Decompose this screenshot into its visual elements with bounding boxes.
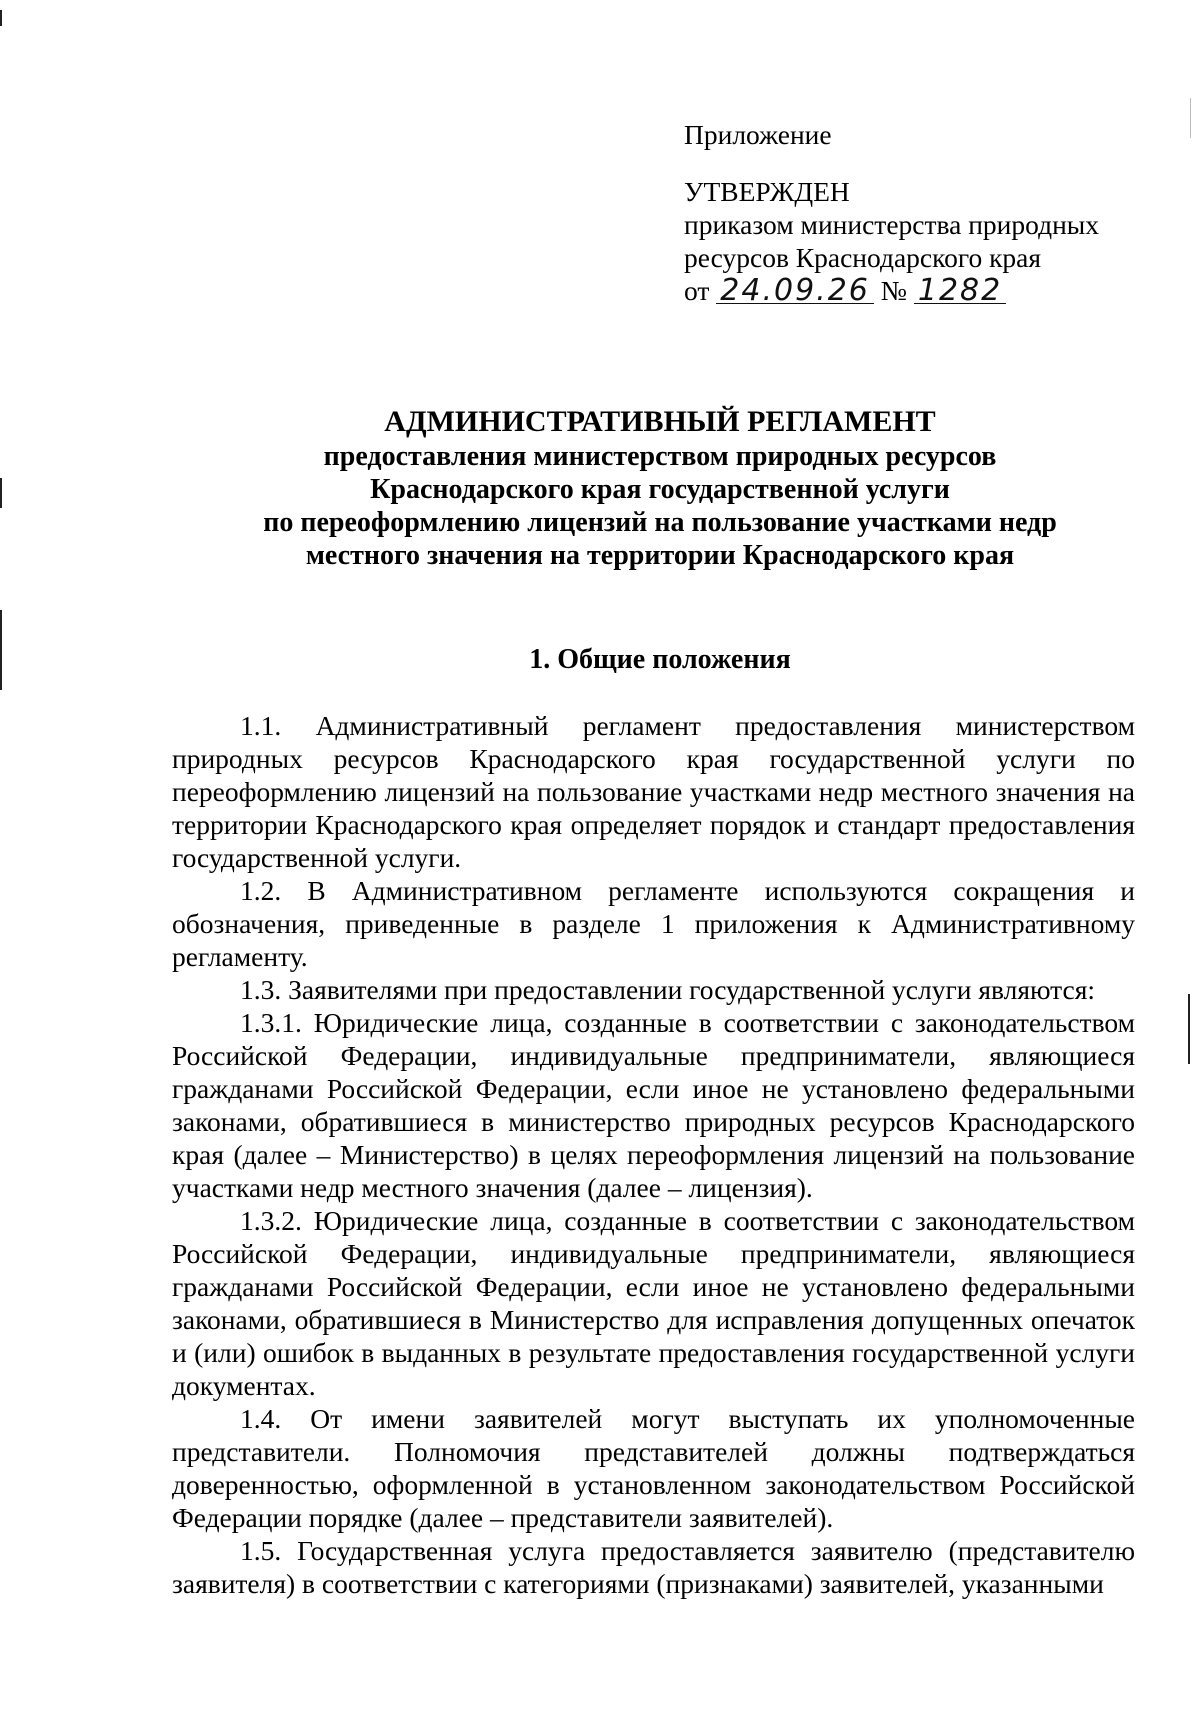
- approval-line: ресурсов Краснодарского края: [684, 242, 1042, 273]
- paragraph: 1.1. Административный регламент предоставления министерством природных ресурсов Краснодарского края государственной услуги по переоформлению лицензий на пользование участками недр местного значения на территории Краснодарского края определяет порядок и стандарт предоставления государственной услуги.: [172, 710, 1135, 873]
- paragraph: 1.3.1. Юридические лица, созданные в соответствии с законодательством Российской Федерации, индивидуальные предприниматели, являющиеся гражданами Российской Федерации, если иное не установлено федеральными законами, обратившиеся в министерство природных ресурсов Краснодарского края (далее – Министерство) в целях переоформления лицензий на пользование участками недр местного значения (далее – лицензия).: [172, 1007, 1135, 1203]
- document-body: [172, 709, 1135, 1600]
- title-line: местного значения на территории Краснодарского края: [305, 540, 1015, 571]
- title-line: предоставления министерством природных ресурсов: [323, 441, 997, 472]
- number-prefix: №: [880, 275, 907, 306]
- scan-edge-mark: [0, 610, 2, 690]
- appendix-label: Приложение: [684, 119, 832, 150]
- paragraph: 1.5. Государственная услуга предоставляется заявителю (представителю заявителя) в соответствии с категориями (признаками) заявителей, указанными: [172, 1535, 1135, 1599]
- scan-edge-mark: [0, 478, 2, 508]
- document-title: [130, 405, 1190, 572]
- paragraph: 1.3. Заявителями при предоставлении государственной услуги являются:: [240, 974, 1096, 1005]
- scan-edge-mark: [1188, 994, 1190, 1064]
- approval-block: [684, 118, 1154, 307]
- approved-label: УТВЕРЖДЕН: [684, 176, 850, 207]
- section-heading: 1. Общие положения: [529, 644, 791, 675]
- paragraph: 1.2. В Административном регламенте используются сокращения и обозначения, приведенные в разделе 1 приложения к Административному регламенту.: [172, 875, 1135, 972]
- paragraph: 1.4. От имени заявителей могут выступать их уполномоченные представители. Полномочия представителей должны подтверждаться доверенностью, оформленной в установленном законодательством Российской Федерации порядке (далее – представители заявителей).: [172, 1403, 1135, 1533]
- paragraph: 1.3.2. Юридические лица, созданные в соответствии с законодательством Российской Федерации, индивидуальные предприниматели, являющиеся гражданами Российской Федерации, если иное не установлено федеральными законами, обратившиеся в Министерство для исправления допущенных опечаток и (или) ошибок в выданных в результате предоставления государственной услуги документах.: [172, 1205, 1135, 1401]
- title-line: Краснодарского края государственной услуги: [370, 474, 950, 505]
- approval-line: приказом министерства природных: [684, 209, 1100, 240]
- handwritten-number: 1282: [914, 274, 1006, 307]
- title-main: АДМИНИСТРАТИВНЫЙ РЕГЛАМЕНТ: [384, 405, 936, 438]
- title-line: по переоформлению лицензий на пользование участками недр: [263, 507, 1057, 538]
- handwritten-date: 24.09.26: [716, 274, 874, 307]
- scan-edge-mark: [1190, 98, 1191, 138]
- scan-edge-mark: [0, 10, 2, 26]
- date-prefix: от: [684, 275, 710, 306]
- approval-date-line: [684, 274, 1154, 307]
